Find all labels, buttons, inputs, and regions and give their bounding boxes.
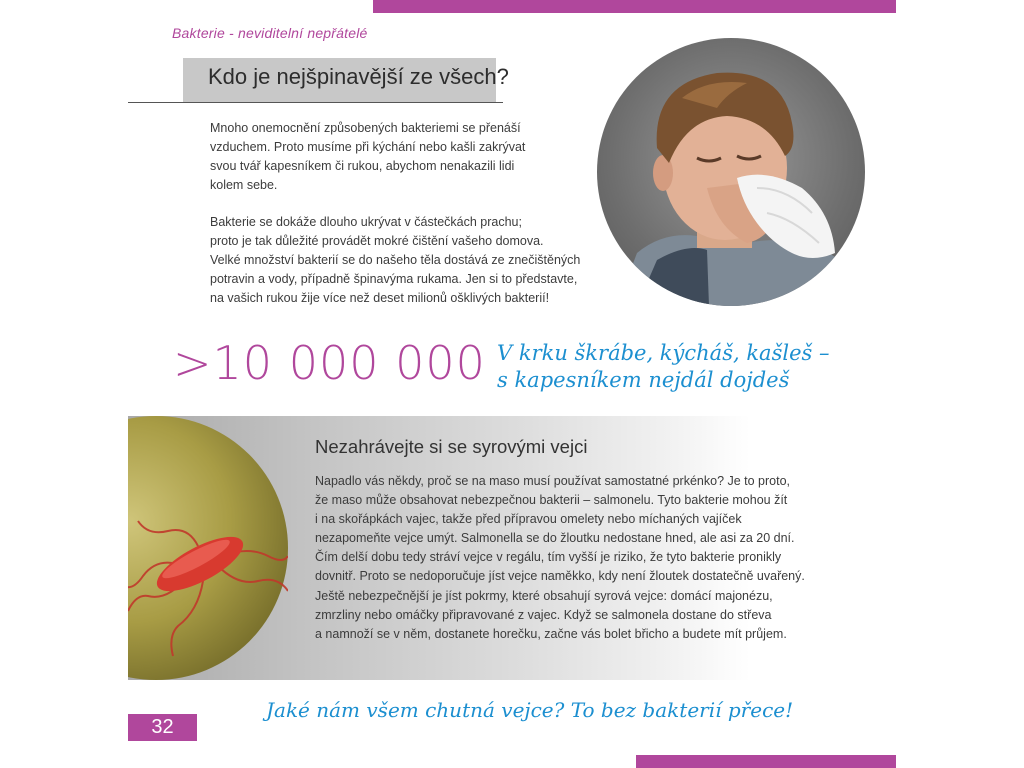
- intro-paragraph-1: [210, 119, 620, 195]
- title-underline: [128, 102, 503, 103]
- text-line: Ještě nebezpečnější je jíst pokrmy, které obsahují syrová vejce: domácí majonézu,: [315, 588, 773, 603]
- bottom-accent-bar: [636, 755, 896, 768]
- text-line: vzduchem. Proto musíme při kýchání nebo kašli zakrývat: [210, 140, 526, 154]
- text-line: Velké množství bakterií se do našeho těla dostává ze znečištěných: [210, 253, 581, 267]
- top-accent-bar: [373, 0, 896, 13]
- text-line: i na skořápkách vajec, takže před přípravou omelety nebo míchaných vajíček: [315, 512, 742, 527]
- text-line: a namnoží se v něm, dostanete horečku, začne vás bolet břicho a budete mít průjem.: [315, 626, 787, 641]
- slogan-line: s kapesníkem nejdál dojdeš: [497, 368, 790, 392]
- text-line: proto je tak důležité provádět mokré čištění vašeho domova.: [210, 234, 544, 248]
- section-body: [315, 472, 805, 644]
- text-line: nezapomeňte vejce umýt. Salmonella se do žloutku nedostane hned, ale asi za 20 dní.: [315, 531, 795, 546]
- salmonella-illustration: [128, 416, 288, 680]
- page-title: Kdo je nejšpinavější ze všech?: [208, 64, 509, 89]
- text-line: zmrzliny nebo omáčky připravované z vajec. Když se salmonela dostane do střeva: [315, 607, 772, 622]
- footer-slogan: Jaké nám všem chutná vejce? To bez bakterií přece!: [266, 698, 794, 722]
- text-line: Napadlo vás někdy, proč se na maso musí používat samostatné prkénko? Je to proto,: [315, 474, 791, 488]
- text-line: dovnitř. Proto se nedoporučuje jíst vejce naměkko, kdy není žloutek dostatečně uvařený.: [315, 569, 805, 584]
- sneezing-boy-illustration: [597, 38, 865, 306]
- text-line: svou tvář kapesníkem či rukou, abychom nenakazili lidi: [210, 159, 515, 173]
- text-line: Čím delší dobu tedy stráví vejce v regálu, tím vyšší je riziko, že tyto bakterie pronikly: [315, 550, 782, 565]
- running-header: Bakterie - neviditelní nepřátelé: [172, 25, 368, 41]
- text-line: potravin a vody, případně špinavýma rukama. Jen si to představte,: [210, 272, 578, 286]
- text-line: Mnoho onemocnění způsobených bakteriemi se přenáší: [210, 121, 521, 135]
- text-line: že maso může obsahovat nebezpečnou bakterii – salmonelu. Tyto bakterie mohou žít: [315, 493, 788, 508]
- section-title: Nezahrávejte si se syrovými vejci: [315, 436, 588, 457]
- text-line: na vašich rukou žije více než deset milionů ošklivých bakterií!: [210, 291, 550, 305]
- salmonella-bacteria-image: [128, 416, 288, 680]
- slogan-line: V krku škrábe, kýcháš, kašleš –: [497, 341, 830, 365]
- sneezing-boy-photo: [597, 38, 865, 306]
- page-number: 32: [128, 714, 197, 741]
- text-line: kolem sebe.: [210, 178, 278, 192]
- text-line: Bakterie se dokáže dlouho ukrývat v částečkách prachu;: [210, 215, 522, 229]
- handwritten-slogan: [497, 340, 829, 394]
- intro-paragraph-2: [210, 213, 620, 308]
- bacteria-count-figure: >10 000 000: [173, 336, 486, 390]
